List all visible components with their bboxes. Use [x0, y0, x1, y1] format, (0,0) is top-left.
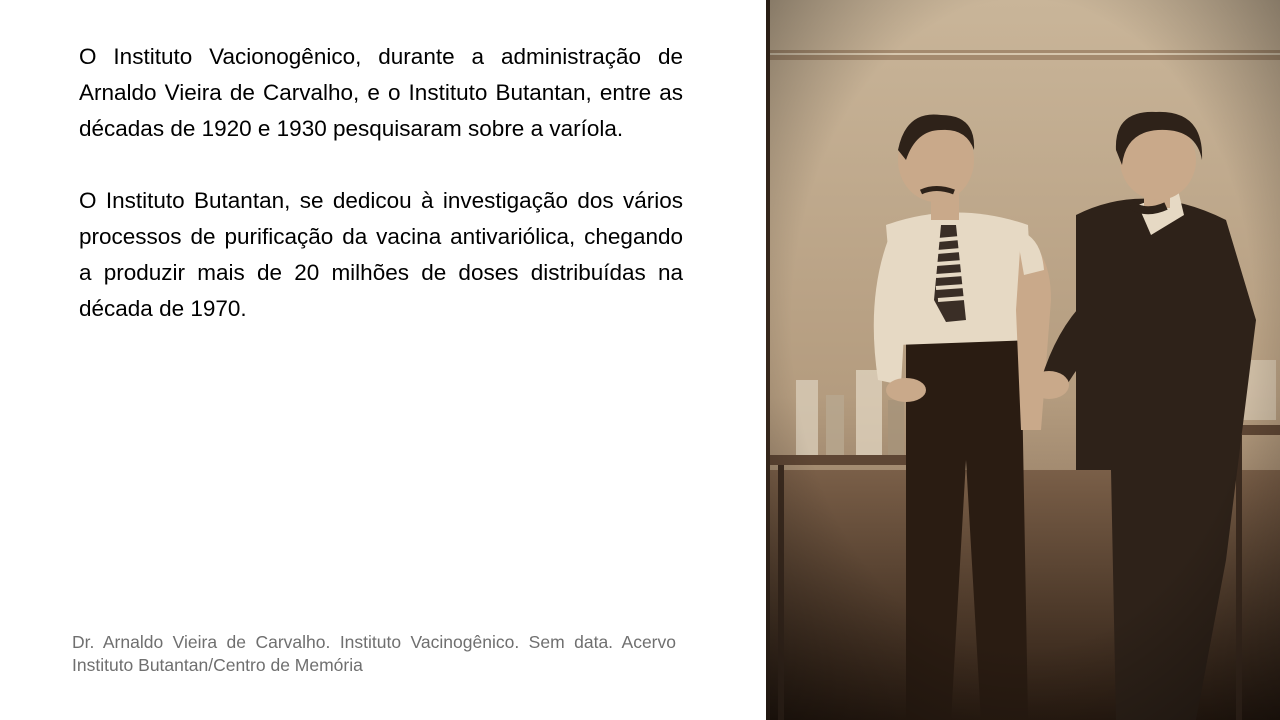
photo-vignette [766, 0, 1280, 720]
paragraph-butantan: O Instituto Butantan, se dedicou à investigação dos vários processos de purificação da vacina antivariólica, chegando a produzir mais de 20 milhões de doses distribuídas na década de 1970. [79, 188, 683, 321]
historical-photo [766, 0, 1280, 720]
body-text [79, 39, 683, 327]
sepia-photo-illustration [766, 0, 1280, 720]
paragraph-vacinogenico: O Instituto Vacionogênico, durante a administração de Arnaldo Vieira de Carvalho, e o Instituto Butantan, entre as décadas de 1920 e 1930 pesquisaram sobre a varíola. [79, 44, 683, 141]
photo-caption: Dr. Arnaldo Vieira de Carvalho. Instituto Vacinogênico. Sem data. Acervo Instituto Butantan/Centro de Memória [72, 632, 676, 675]
